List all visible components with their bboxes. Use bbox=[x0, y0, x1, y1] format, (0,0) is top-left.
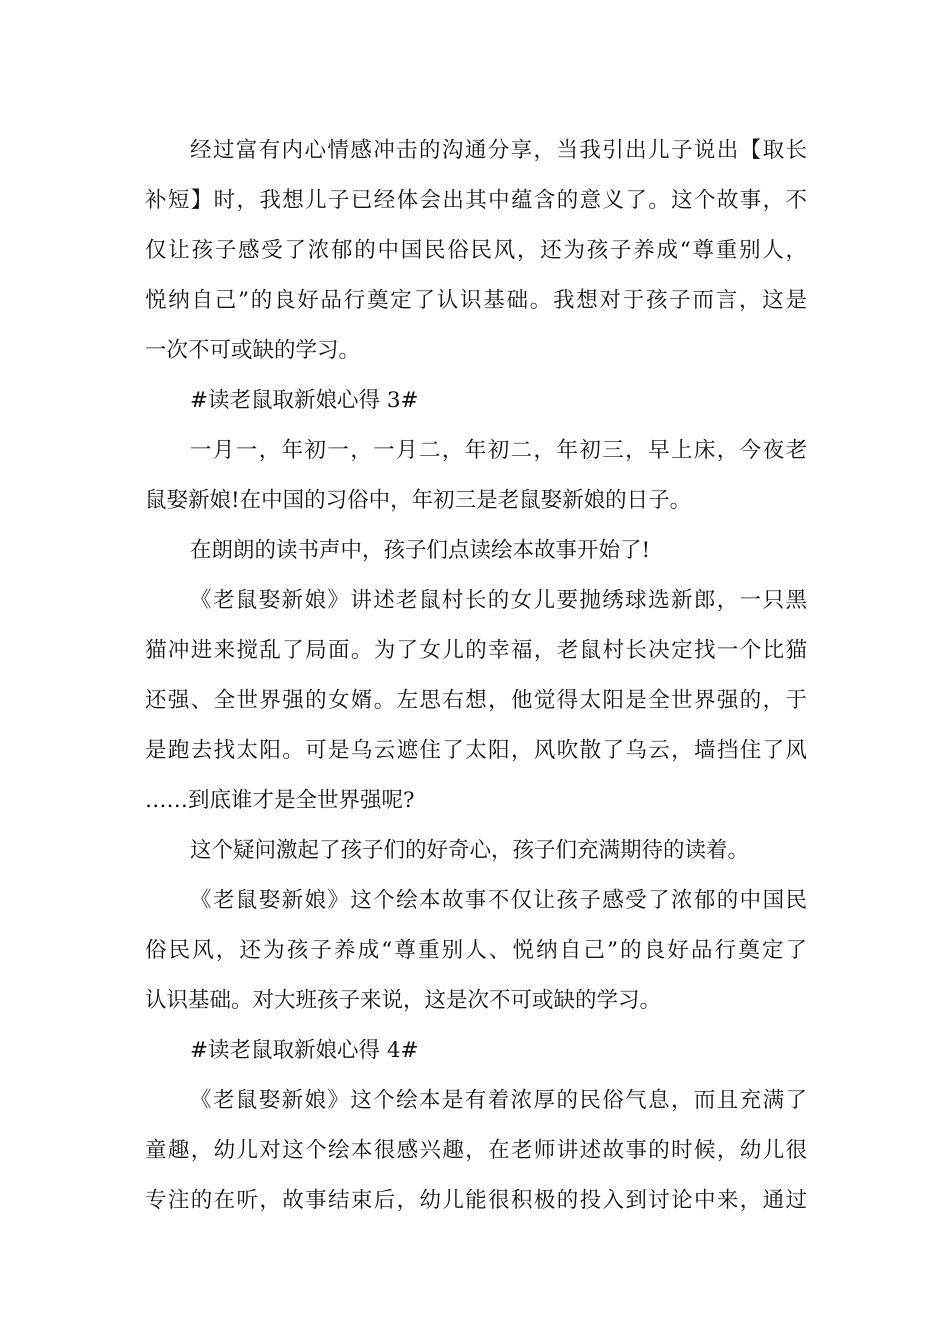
section-heading: #读老鼠取新娘心得 4# bbox=[190, 1038, 419, 1063]
text-line: 鼠娶新娘!在中国的习俗中，年初三是老鼠娶新娘的日子。 bbox=[145, 488, 692, 513]
text-line: 在朗朗的读书声中，孩子们点读绘本故事开始了! bbox=[190, 538, 651, 563]
text-line: ……到底谁才是全世界强呢? bbox=[145, 788, 415, 813]
text-line: 《老鼠娶新娘》这个绘本故事不仅让孩子感受了浓郁的中国民 bbox=[190, 888, 807, 913]
text-line: 一月一，年初一，一月二，年初二，年初三，早上床，今夜老 bbox=[190, 438, 807, 463]
text-line: 俗民风，还为孩子养成“尊重别人、悦纳自己”的良好品行奠定了 bbox=[145, 938, 807, 963]
text-line: 猫冲进来搅乱了局面。为了女儿的幸福，老鼠村长决定找一个比猫 bbox=[145, 638, 807, 663]
text-line: 是跑去找太阳。可是乌云遮住了太阳，风吹散了乌云，墙挡住了风 bbox=[145, 738, 807, 763]
text-line: 悦纳自己”的良好品行奠定了认识基础。我想对于孩子而言，这是 bbox=[145, 288, 807, 313]
text-line: 补短】时，我想儿子已经体会出其中蕴含的意义了。这个故事，不 bbox=[145, 188, 807, 213]
text-line: 认识基础。对大班孩子来说，这是次不可或缺的学习。 bbox=[145, 988, 662, 1013]
text-line: 经过富有内心情感冲击的沟通分享，当我引出儿子说出【取长 bbox=[190, 138, 807, 163]
section-heading: #读老鼠取新娘心得 3# bbox=[190, 388, 419, 413]
text-line: 专注的在听，故事结束后，幼儿能很积极的投入到讨论中来，通过 bbox=[145, 1188, 807, 1213]
text-line: 《老鼠娶新娘》讲述老鼠村长的女儿要抛绣球选新郎，一只黑 bbox=[190, 588, 807, 613]
text-line: 还强、全世界强的女婿。左思右想，他觉得太阳是全世界强的，于 bbox=[145, 688, 807, 713]
text-line: 仅让孩子感受了浓郁的中国民俗民风，还为孩子养成“尊重别人， bbox=[145, 238, 807, 263]
text-line: 一次不可或缺的学习。 bbox=[145, 338, 361, 363]
text-line: 童趣，幼儿对这个绘本很感兴趣，在老师讲述故事的时候，幼儿很 bbox=[145, 1138, 807, 1163]
text-line: 这个疑问激起了孩子们的好奇心，孩子们充满期待的读着。 bbox=[190, 838, 750, 863]
text-line: 《老鼠娶新娘》这个绘本是有着浓厚的民俗气息，而且充满了 bbox=[190, 1088, 807, 1113]
